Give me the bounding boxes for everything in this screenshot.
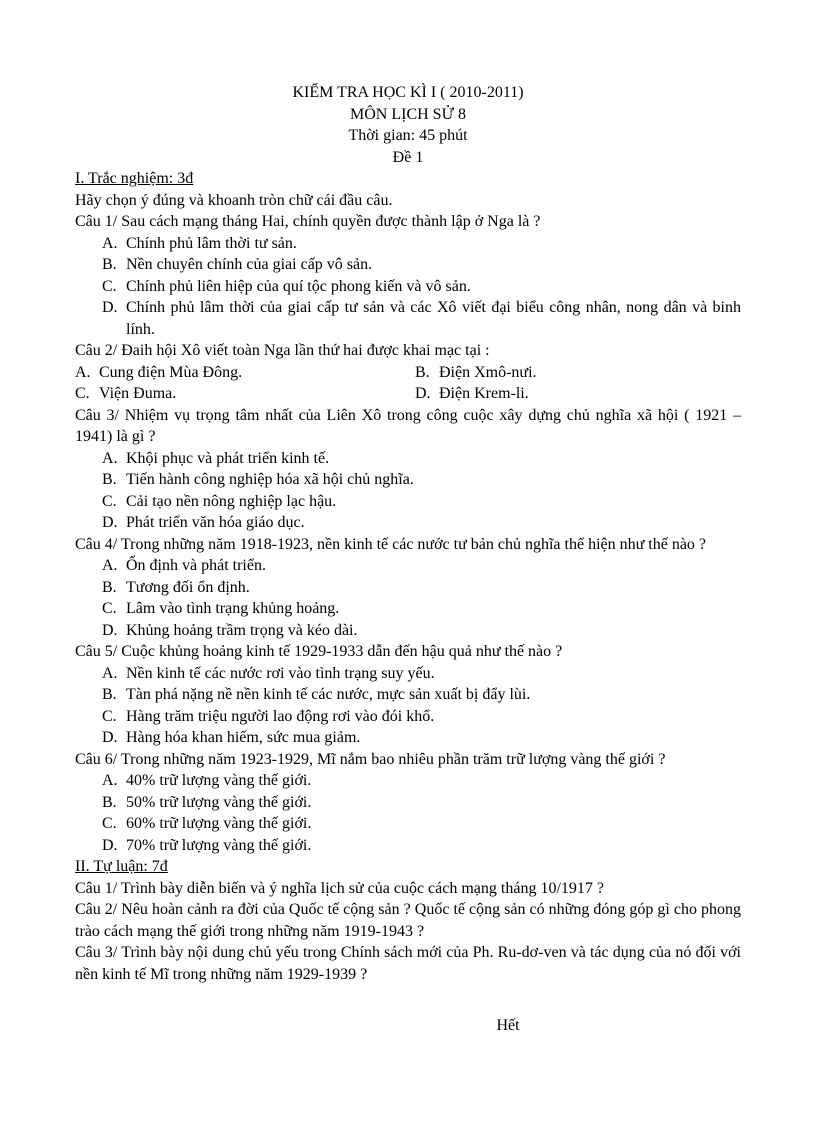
answer-option [102, 727, 741, 749]
option-letter: A. [75, 363, 91, 381]
answer-option [102, 469, 741, 491]
option-letter: A. [102, 772, 118, 789]
option-text: Nền kinh tế các nước rơi vào tình trạng suy yếu. [126, 664, 435, 682]
option-row [75, 362, 741, 384]
end-marker: Hết [496, 1017, 520, 1034]
option-letter: D. [102, 836, 118, 854]
option-letter: A. [102, 449, 118, 467]
option-letter: D. [102, 299, 118, 316]
mc-question [75, 749, 741, 857]
answer-option [102, 491, 741, 513]
option-letter: B. [102, 578, 117, 596]
option-text: Chính phủ liên hiệp của quí tộc phong kiến và vô sản. [126, 277, 471, 295]
option-letter: C. [102, 815, 117, 832]
answer-option [415, 383, 741, 405]
option-letter: C. [102, 707, 117, 725]
essay-question: Câu 1/ Trình bày diễn biến và ý nghĩa lịch sử của cuộc cách mạng tháng 10/1917 ? [75, 879, 604, 897]
answer-option [102, 813, 741, 835]
option-letter: A. [102, 664, 118, 682]
answer-option [102, 297, 741, 340]
section-multiple-choice-heading-text: I. Trắc nghiệm: 3đ [75, 170, 194, 187]
option-text: Lâm vào tình trạng khủng hoảng. [126, 600, 340, 617]
essay-question: Câu 2/ Nêu hoàn cảnh ra đời của Quốc tế cộng sản ? Quốc tế cộng sản có những đóng góp gì cho phong trào cách mạng thế giới trong những năm 1919-1943 ? [75, 901, 741, 940]
question-text: Câu 3/ Nhiệm vụ trọng tâm nhất của Liên Xô trong công cuộc xây dựng chủ nghĩa xã hội ( 1921 – 1941) là gì ? [75, 406, 741, 445]
section-essay-heading-text: II. Tự luận: 7đ [75, 858, 168, 875]
option-text: Cung điện Mùa Đông. [99, 363, 243, 381]
answer-option [102, 620, 741, 642]
option-letter: D. [102, 729, 118, 746]
option-letter: C. [102, 492, 117, 510]
exam-code: Đề 1 [392, 148, 424, 166]
option-letter: C. [102, 600, 117, 617]
option-text: Tiến hành công nghiệp hóa xã hội chủ nghĩa. [126, 471, 414, 488]
option-letter: B. [102, 256, 117, 273]
answer-option [75, 383, 415, 405]
answer-option [102, 254, 741, 276]
answer-option [102, 835, 741, 857]
option-letter: B. [102, 686, 117, 703]
option-text: Tàn phá nặng nề nền kinh tế các nước, mực sản xuất bị đẩy lùi. [126, 686, 531, 703]
exam-duration: Thời gian: 45 phút [348, 127, 468, 144]
answer-option [102, 577, 741, 599]
essay-question-list [75, 878, 741, 986]
answer-option [102, 684, 741, 706]
option-letter: C. [102, 277, 117, 295]
option-text: Tương đối ổn định. [126, 578, 250, 596]
question-text: Câu 6/ Trong những năm 1923-1929, Mĩ nắm bao nhiêu phần trăm trữ lượng vàng thế giới ? [75, 750, 666, 768]
option-letter: D. [415, 385, 431, 402]
option-row [75, 383, 741, 405]
question-text: Câu 5/ Cuộc khủng hoảng kinh tế 1929-1933 dẫn đến hậu quả như thế nào ? [75, 643, 563, 660]
option-text: Viện Đuma. [99, 385, 177, 402]
multiple-choice-instruction: Hãy chọn ý đúng và khoanh tròn chữ cái đầu câu. [75, 191, 393, 209]
option-text: Điện Krem-li. [439, 385, 529, 402]
answer-option [102, 706, 741, 728]
answer-option [102, 555, 741, 577]
mc-question [75, 405, 741, 534]
option-text: Khủng hoảng trầm trọng và kéo dài. [126, 621, 358, 639]
essay-question: Câu 3/ Trình bày nội dung chủ yếu trong Chính sách mới của Ph. Ru-dơ-ven và tác dụng của nó đối với nền kinh tế Mĩ trong những năm 1929-1939 ? [75, 944, 741, 983]
answer-option [102, 663, 741, 685]
question-text: Câu 4/ Trong những năm 1918-1923, nền kinh tế các nước tư bản chủ nghĩa thể hiện như thế nào ? [75, 535, 707, 553]
option-text: Hàng trăm triệu người lao động rơi vào đói khổ. [126, 707, 435, 725]
option-letter: A. [102, 557, 118, 574]
mc-question [75, 641, 741, 749]
option-text: 50% trữ lượng vàng thế giới. [126, 793, 312, 811]
answer-option [102, 792, 741, 814]
mc-question [75, 211, 741, 340]
exam-title: KIỂM TRA HỌC KÌ I ( 2010-2011) [292, 84, 524, 101]
option-letter: D. [102, 621, 118, 639]
option-text: Cải tạo nền nông nghiệp lạc hậu. [126, 492, 337, 510]
option-text: 70% trữ lượng vàng thế giới. [126, 836, 312, 854]
option-letter: B. [415, 363, 430, 381]
option-text: Chính phủ lâm thời của giai cấp tư sản và các Xô viết đại biểu công nhân, nong dân và binh lính. [126, 299, 741, 338]
answer-option [102, 770, 741, 792]
answer-option [415, 362, 741, 384]
answer-option [102, 598, 741, 620]
option-letter: D. [102, 514, 118, 531]
option-text: Ổn định và phát triển. [126, 557, 266, 574]
option-text: Khội phục và phát triển kinh tế. [126, 449, 330, 467]
answer-option [102, 233, 741, 255]
option-text: Hàng hóa khan hiếm, sức mua giảm. [126, 729, 361, 746]
question-text: Câu 1/ Sau cách mạng tháng Hai, chính quyền được thành lập ở Nga là ? [75, 213, 541, 230]
option-text: Chính phủ lâm thời tư sản. [126, 234, 297, 252]
question-text: Câu 2/ Đaih hội Xô viết toàn Nga lần thứ hai được khai mạc tại : [75, 342, 490, 359]
mc-question [75, 534, 741, 642]
multiple-choice-question-list [75, 211, 741, 856]
option-letter: B. [102, 793, 117, 811]
option-letter: B. [102, 471, 117, 488]
section-essay-heading [75, 856, 741, 878]
option-text: 60% trữ lượng vàng thế giới. [126, 815, 312, 832]
answer-option [102, 512, 741, 534]
section-multiple-choice-heading [75, 168, 741, 190]
answer-option [75, 362, 415, 384]
option-letter: C. [75, 385, 90, 402]
answer-option [102, 276, 741, 298]
option-letter: A. [102, 234, 118, 252]
option-text: Nền chuyên chính của giai cấp vô sản. [126, 256, 373, 273]
exam-subject: MÔN LỊCH SỬ 8 [350, 105, 466, 123]
answer-option [102, 448, 741, 470]
option-text: 40% trữ lượng vàng thế giới. [126, 772, 312, 789]
mc-question [75, 340, 741, 405]
option-text: Phát triển văn hóa giáo dục. [126, 514, 305, 531]
option-text: Điện Xmô-nưi. [439, 363, 537, 381]
